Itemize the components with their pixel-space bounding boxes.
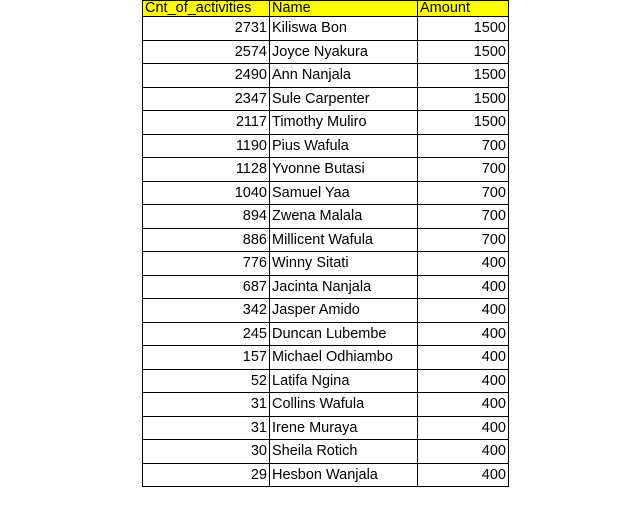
cell-amount[interactable]: 700 xyxy=(418,158,509,182)
cell-amount[interactable]: 1500 xyxy=(418,87,509,111)
table-row xyxy=(143,64,509,88)
cell-count[interactable]: 687 xyxy=(143,275,270,299)
cell-count[interactable]: 2731 xyxy=(143,17,270,41)
cell-count[interactable]: 30 xyxy=(143,440,270,464)
cell-name[interactable]: Latifa Ngina xyxy=(270,369,418,393)
cell-count[interactable]: 31 xyxy=(143,416,270,440)
table-row xyxy=(143,299,509,323)
cell-count[interactable]: 157 xyxy=(143,346,270,370)
cell-count[interactable]: 29 xyxy=(143,463,270,487)
cell-amount[interactable]: 700 xyxy=(418,181,509,205)
table-row xyxy=(143,158,509,182)
header-name[interactable]: Name xyxy=(270,1,418,17)
table-row xyxy=(143,205,509,229)
cell-amount[interactable]: 1500 xyxy=(418,64,509,88)
cell-amount[interactable]: 400 xyxy=(418,440,509,464)
table-row xyxy=(143,134,509,158)
cell-amount[interactable]: 400 xyxy=(418,463,509,487)
cell-amount[interactable]: 700 xyxy=(418,205,509,229)
table-row xyxy=(143,87,509,111)
table-row xyxy=(143,393,509,417)
table-row xyxy=(143,252,509,276)
cell-amount[interactable]: 400 xyxy=(418,416,509,440)
cell-name[interactable]: Winny Sitati xyxy=(270,252,418,276)
table-row xyxy=(143,416,509,440)
cell-name[interactable]: Pius Wafula xyxy=(270,134,418,158)
cell-count[interactable]: 1128 xyxy=(143,158,270,182)
cell-count[interactable]: 2574 xyxy=(143,40,270,64)
cell-amount[interactable]: 1500 xyxy=(418,111,509,135)
table-row xyxy=(143,275,509,299)
cell-name[interactable]: Zwena Malala xyxy=(270,205,418,229)
header-row xyxy=(143,1,509,17)
cell-amount[interactable]: 400 xyxy=(418,275,509,299)
cell-count[interactable]: 1190 xyxy=(143,134,270,158)
cell-amount[interactable]: 1500 xyxy=(418,40,509,64)
cell-name[interactable]: Samuel Yaa xyxy=(270,181,418,205)
table-row xyxy=(143,228,509,252)
cell-count[interactable]: 245 xyxy=(143,322,270,346)
cell-count[interactable]: 1040 xyxy=(143,181,270,205)
cell-name[interactable]: Millicent Wafula xyxy=(270,228,418,252)
cell-name[interactable]: Yvonne Butasi xyxy=(270,158,418,182)
cell-name[interactable]: Duncan Lubembe xyxy=(270,322,418,346)
cell-name[interactable]: Jasper Amido xyxy=(270,299,418,323)
cell-amount[interactable]: 400 xyxy=(418,369,509,393)
table-row xyxy=(143,369,509,393)
cell-count[interactable]: 894 xyxy=(143,205,270,229)
cell-count[interactable]: 886 xyxy=(143,228,270,252)
cell-name[interactable]: Irene Muraya xyxy=(270,416,418,440)
cell-name[interactable]: Jacinta Nanjala xyxy=(270,275,418,299)
cell-name[interactable]: Michael Odhiambo xyxy=(270,346,418,370)
cell-count[interactable]: 31 xyxy=(143,393,270,417)
cell-name[interactable]: Sheila Rotich xyxy=(270,440,418,464)
cell-amount[interactable]: 400 xyxy=(418,299,509,323)
cell-amount[interactable]: 400 xyxy=(418,252,509,276)
table-row xyxy=(143,111,509,135)
table-row xyxy=(143,181,509,205)
cell-count[interactable]: 342 xyxy=(143,299,270,323)
header-amount[interactable]: Amount xyxy=(418,1,509,17)
cell-amount[interactable]: 700 xyxy=(418,228,509,252)
cell-count[interactable]: 52 xyxy=(143,369,270,393)
cell-name[interactable]: Timothy Muliro xyxy=(270,111,418,135)
cell-name[interactable]: Ann Nanjala xyxy=(270,64,418,88)
cell-amount[interactable]: 700 xyxy=(418,134,509,158)
table-row xyxy=(143,322,509,346)
cell-name[interactable]: Sule Carpenter xyxy=(270,87,418,111)
table-row xyxy=(143,17,509,41)
cell-amount[interactable]: 400 xyxy=(418,322,509,346)
cell-amount[interactable]: 400 xyxy=(418,393,509,417)
spreadsheet xyxy=(142,0,509,487)
cell-name[interactable]: Kiliswa Bon xyxy=(270,17,418,41)
cell-name[interactable]: Collins Wafula xyxy=(270,393,418,417)
table-row xyxy=(143,440,509,464)
table-body xyxy=(143,17,509,487)
cell-name[interactable]: Hesbon Wanjala xyxy=(270,463,418,487)
cell-amount[interactable]: 400 xyxy=(418,346,509,370)
cell-name[interactable]: Joyce Nyakura xyxy=(270,40,418,64)
cell-count[interactable]: 2117 xyxy=(143,111,270,135)
header-cnt-of-activities[interactable]: Cnt_of_activities xyxy=(143,1,270,17)
cell-count[interactable]: 2347 xyxy=(143,87,270,111)
table-row xyxy=(143,463,509,487)
cell-amount[interactable]: 1500 xyxy=(418,17,509,41)
cell-count[interactable]: 776 xyxy=(143,252,270,276)
cell-count[interactable]: 2490 xyxy=(143,64,270,88)
table-row xyxy=(143,40,509,64)
table-row xyxy=(143,346,509,370)
data-table xyxy=(142,0,509,487)
